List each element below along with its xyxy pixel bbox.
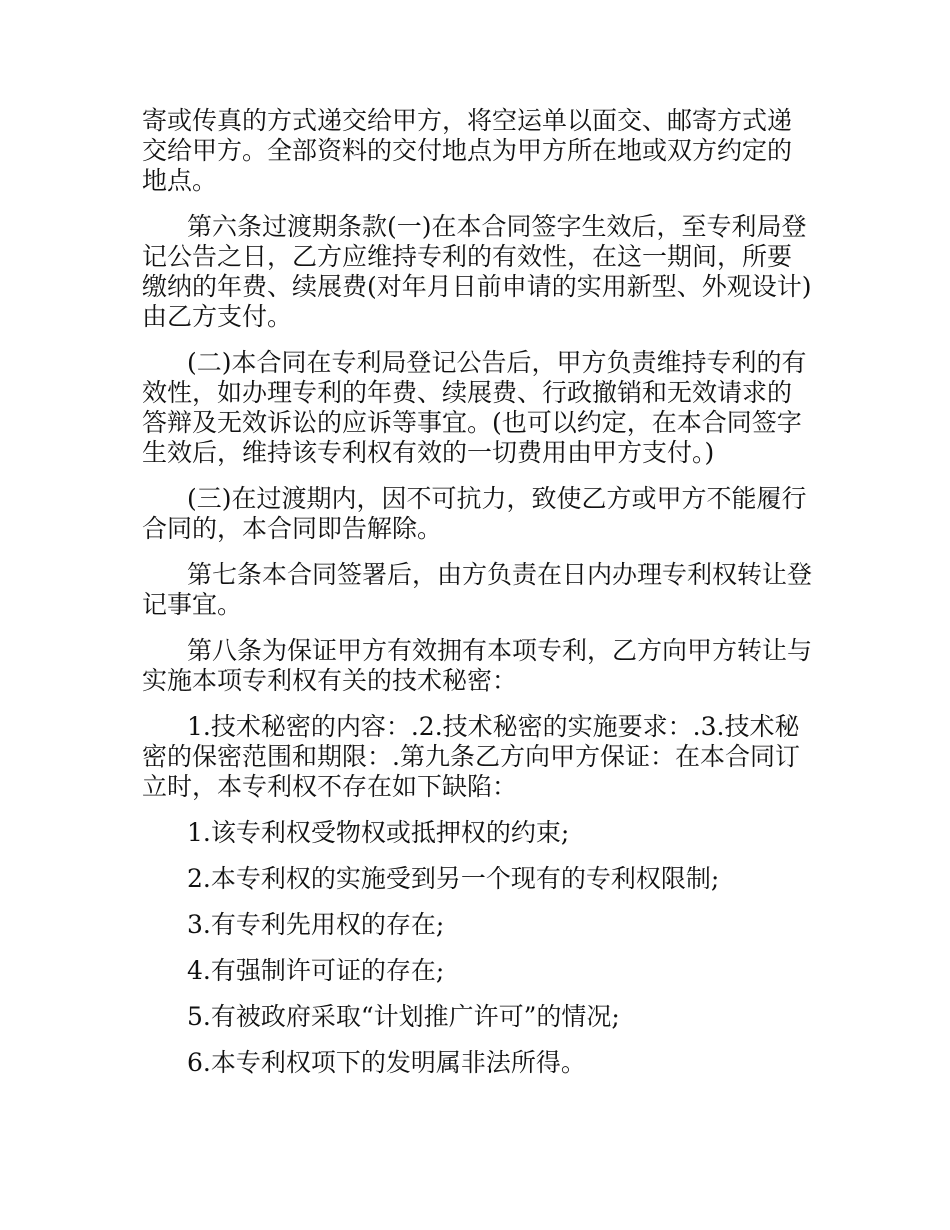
paragraph-continuation: 寄或传真的方式递交给甲方，将空运单以面交、邮寄方式递交给甲方。全部资料的交付地点为甲方所在地或双方约定的地点。 [142,106,793,195]
paragraph-article-8: 第八条为保证甲方有效拥有本项专利，乙方向甲方转让与实施本项专利权有关的技术秘密： [142,636,813,695]
document-body [142,106,812,1094]
paragraph-article-6: 第六条过渡期条款(一)在本合同签字生效后，至专利局登记公告之日，乙方应维持专利的有效性，在这一期间，所要缴纳的年费、续展费(对年月日前申请的实用新型、外观设计)由乙方支付。 [142,212,812,331]
list-item: 1.该专利权受物权或抵押权的约束; [187,818,570,847]
list-item: 2.本专利权的实施受到另一个现有的专利权限制; [187,864,720,893]
list-item: 3.有专利先用权的存在; [187,910,445,939]
paragraph-article-7: 第七条本合同签署后，由方负责在日内办理专利权转让登记事宜。 [142,560,813,619]
paragraph-technical-secrets: 1.技术秘密的内容：.2.技术秘密的实施要求：.3.技术秘密的保密范围和期限：.第九条乙方向甲方保证：在本合同订立时，本专利权不存在如下缺陷： [142,712,800,801]
defect-list [142,818,812,1078]
paragraph-article-6-part-3: (三)在过渡期内，因不可抗力，致使乙方或甲方不能履行合同的，本合同即告解除。 [142,484,807,543]
list-item: 5.有被政府采取“计划推广许可”的情况; [187,1002,620,1031]
paragraph-article-6-part-2: (二)本合同在专利局登记公告后，甲方负责维持专利的有效性，如办理专利的年费、续展费、行政撤销和无效请求的答辩及无效诉讼的应诉等事宜。(也可以约定，在本合同签字生效后，维持该专利权有效的一切费用由甲方支付。) [142,348,807,467]
list-item: 4.有强制许可证的存在; [187,956,445,985]
list-item: 6.本专利权项下的发明属非法所得。 [187,1048,586,1077]
